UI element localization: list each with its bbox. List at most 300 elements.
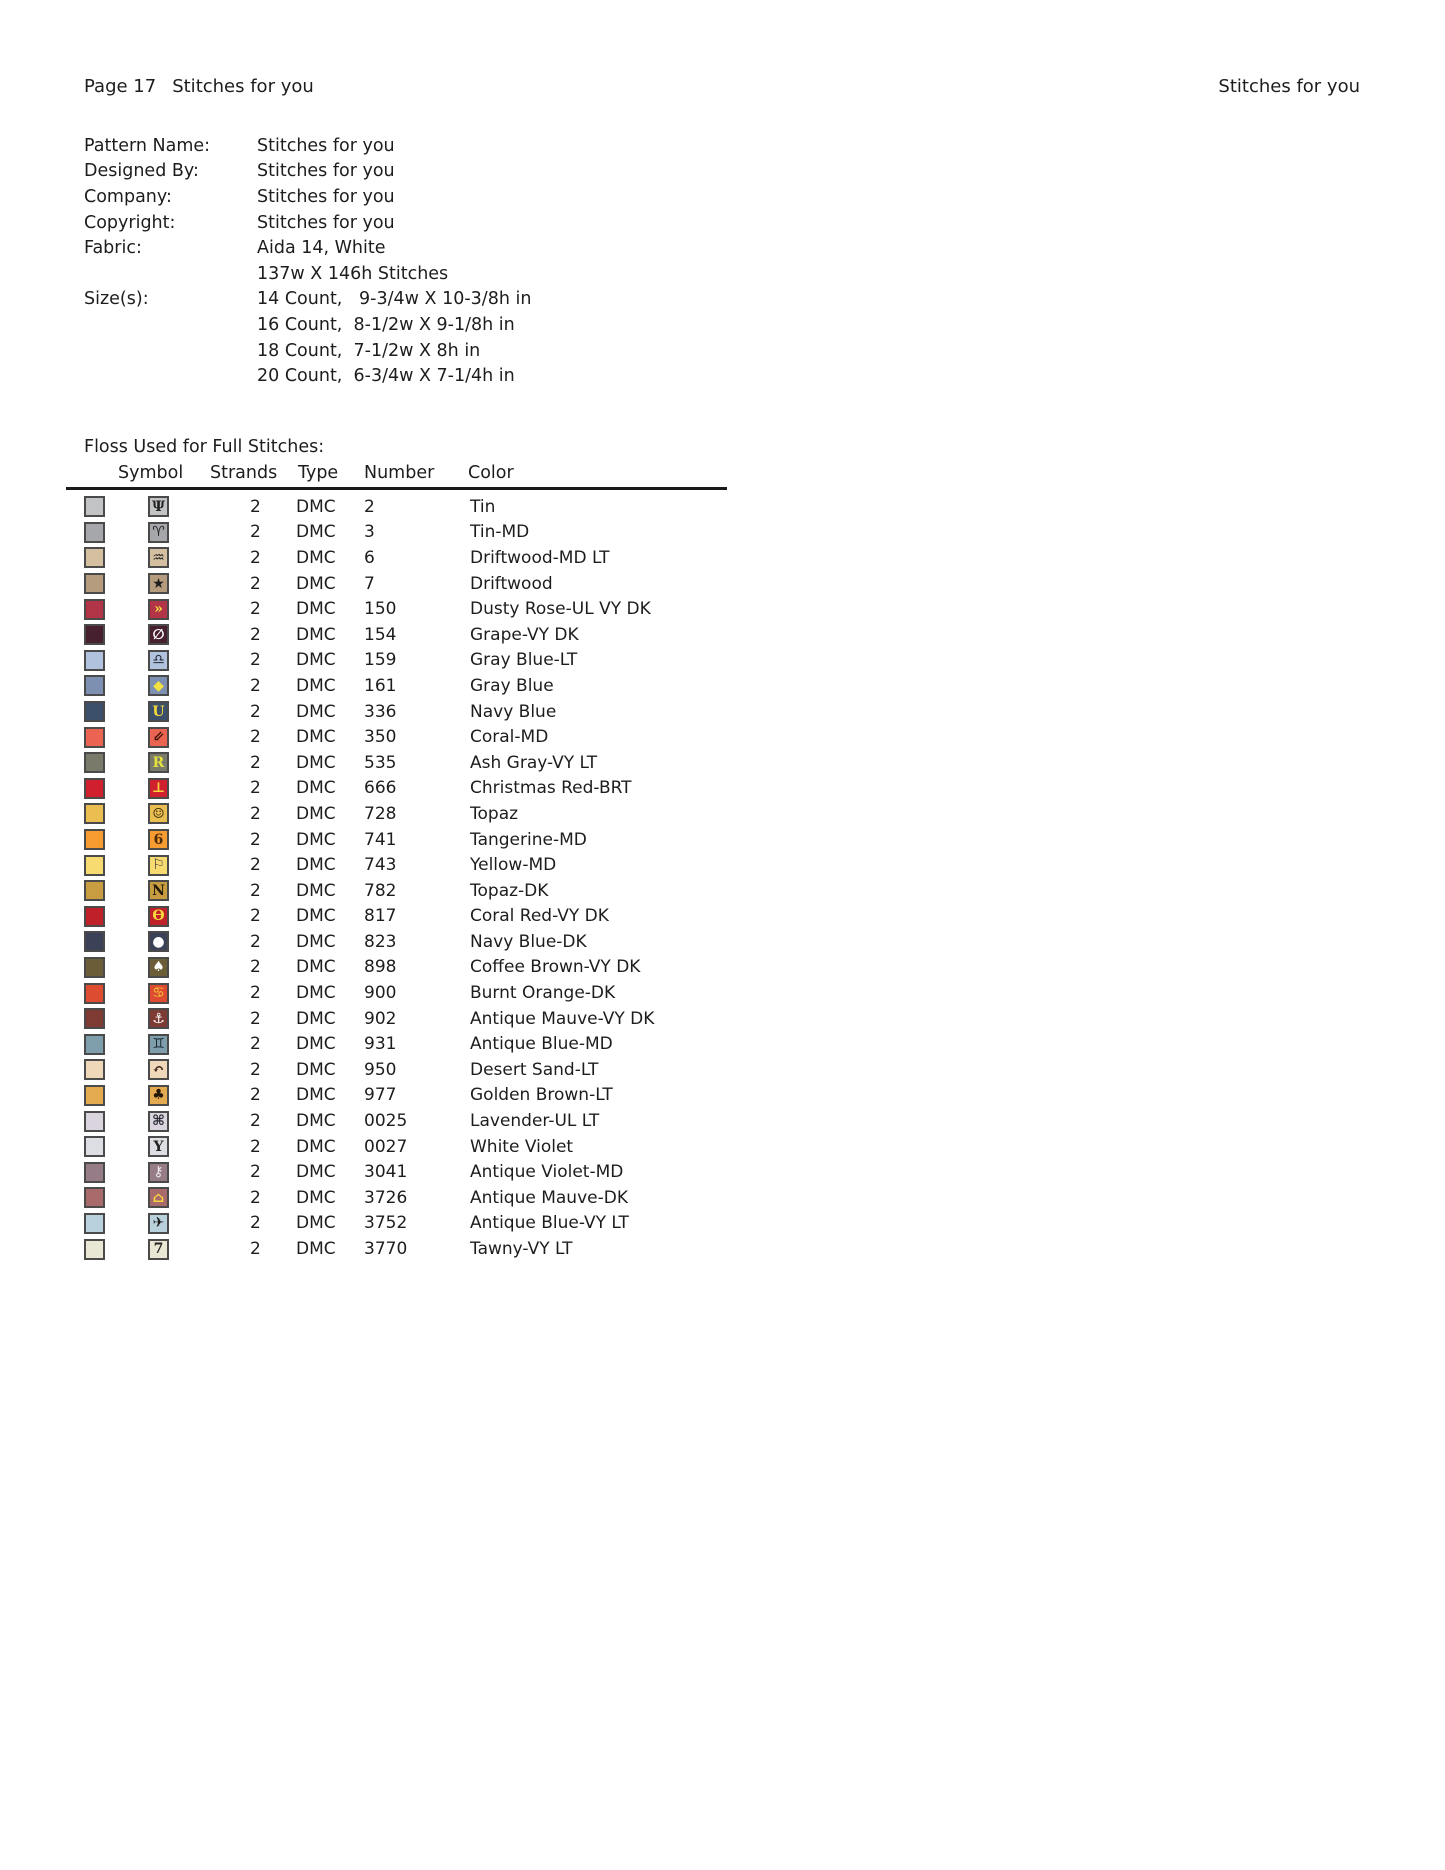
stitch-symbol-icon: ♒ xyxy=(148,547,169,568)
strands-value: 2 xyxy=(250,496,261,517)
floss-type: DMC xyxy=(296,752,336,773)
strands-value: 2 xyxy=(250,906,261,927)
floss-table-row xyxy=(84,673,1385,699)
floss-color-name: Antique Blue-VY LT xyxy=(470,1213,629,1234)
info-row xyxy=(84,338,531,364)
stitch-symbol-icon: ⚐ xyxy=(148,855,169,876)
floss-number: 161 xyxy=(364,675,397,696)
symbol-cell xyxy=(148,1111,250,1132)
stitch-symbol-icon: ♊ xyxy=(148,1034,169,1055)
strands-value: 2 xyxy=(250,1136,261,1157)
floss-type: DMC xyxy=(296,1085,336,1106)
symbol-cell xyxy=(148,1187,250,1208)
strands-value: 2 xyxy=(250,1239,261,1260)
floss-number: 666 xyxy=(364,778,397,799)
floss-number: 7 xyxy=(364,573,375,594)
info-row xyxy=(84,261,531,287)
floss-table-row xyxy=(84,1211,1385,1237)
symbol-cell xyxy=(148,829,250,850)
stitch-symbol-icon: U xyxy=(148,701,169,722)
column-header-color: Color xyxy=(468,463,514,483)
floss-type: DMC xyxy=(296,906,336,927)
color-swatch xyxy=(84,1136,105,1157)
swatch-cell xyxy=(84,1034,148,1055)
symbol-cell xyxy=(148,906,250,927)
symbol-cell xyxy=(148,1136,250,1157)
column-header-number: Number xyxy=(364,463,435,483)
info-row xyxy=(84,312,531,338)
info-row xyxy=(84,235,531,261)
swatch-cell xyxy=(84,547,148,568)
symbol-cell xyxy=(148,1162,250,1183)
pattern-title-right: Stitches for you xyxy=(1218,76,1360,97)
color-swatch xyxy=(84,727,105,748)
swatch-cell xyxy=(84,778,148,799)
info-label: Copyright: xyxy=(84,212,176,233)
floss-color-name: Desert Sand-LT xyxy=(470,1059,599,1080)
symbol-cell xyxy=(148,1213,250,1234)
swatch-cell xyxy=(84,1059,148,1080)
floss-table-row xyxy=(84,1031,1385,1057)
floss-number: 6 xyxy=(364,547,375,568)
floss-table-row xyxy=(84,1083,1385,1109)
symbol-cell xyxy=(148,855,250,876)
swatch-cell xyxy=(84,1187,148,1208)
strands-value: 2 xyxy=(250,1162,261,1183)
stitch-symbol-icon: ● xyxy=(148,931,169,952)
column-header-type: Type xyxy=(298,463,339,483)
floss-table-row xyxy=(84,1159,1385,1185)
column-header-symbol: Symbol xyxy=(118,463,184,483)
symbol-cell xyxy=(148,983,250,1004)
strands-value: 2 xyxy=(250,675,261,696)
stitch-symbol-icon: Ө xyxy=(148,906,169,927)
floss-table-row xyxy=(84,571,1385,597)
symbol-cell xyxy=(148,675,250,696)
swatch-cell xyxy=(84,1162,148,1183)
swatch-cell xyxy=(84,957,148,978)
symbol-cell xyxy=(148,1239,250,1260)
floss-color-name: Grape-VY DK xyxy=(470,624,579,645)
info-label: Company: xyxy=(84,186,172,207)
strands-value: 2 xyxy=(250,599,261,620)
symbol-cell xyxy=(148,778,250,799)
strands-value: 2 xyxy=(250,1187,261,1208)
stitch-symbol-icon: R xyxy=(148,752,169,773)
symbol-cell xyxy=(148,727,250,748)
floss-type: DMC xyxy=(296,1239,336,1260)
swatch-cell xyxy=(84,1239,148,1260)
color-swatch xyxy=(84,1162,105,1183)
floss-table-row xyxy=(84,1185,1385,1211)
color-swatch xyxy=(84,931,105,952)
symbol-cell xyxy=(148,599,250,620)
stitch-symbol-icon: » xyxy=(148,599,169,620)
floss-table-row xyxy=(84,1134,1385,1160)
floss-color-name: Antique Violet-MD xyxy=(470,1162,624,1183)
floss-table-row xyxy=(84,1006,1385,1032)
header-left xyxy=(84,76,314,97)
color-swatch xyxy=(84,1187,105,1208)
floss-table-row xyxy=(84,929,1385,955)
floss-number: 743 xyxy=(364,855,397,876)
strands-value: 2 xyxy=(250,573,261,594)
stitch-symbol-icon: Ψ xyxy=(148,496,169,517)
floss-color-name: Coral-MD xyxy=(470,727,549,748)
stitch-symbol-icon: ↶ xyxy=(148,1059,169,1080)
floss-type: DMC xyxy=(296,1136,336,1157)
floss-type: DMC xyxy=(296,829,336,850)
floss-table-row xyxy=(84,955,1385,981)
floss-number: 931 xyxy=(364,1034,397,1055)
floss-number: 159 xyxy=(364,650,397,671)
floss-table-row xyxy=(84,801,1385,827)
strands-value: 2 xyxy=(250,727,261,748)
info-value: 16 Count, 8-1/2w X 9-1/8h in xyxy=(257,314,515,335)
floss-number: 741 xyxy=(364,829,397,850)
page-header xyxy=(84,76,1360,97)
stitch-symbol-icon: ⚷ xyxy=(148,1162,169,1183)
floss-type: DMC xyxy=(296,855,336,876)
symbol-cell xyxy=(148,624,250,645)
stitch-symbol-icon: ♠ xyxy=(148,957,169,978)
color-swatch xyxy=(84,1111,105,1132)
floss-type: DMC xyxy=(296,1034,336,1055)
strands-value: 2 xyxy=(250,547,261,568)
swatch-cell xyxy=(84,906,148,927)
floss-number: 0027 xyxy=(364,1136,408,1157)
floss-color-name: Ash Gray-VY LT xyxy=(470,752,598,773)
floss-number: 2 xyxy=(364,496,375,517)
info-row xyxy=(84,210,531,236)
floss-number: 823 xyxy=(364,931,397,952)
swatch-cell xyxy=(84,599,148,620)
floss-type: DMC xyxy=(296,931,336,952)
color-swatch xyxy=(84,880,105,901)
strands-value: 2 xyxy=(250,803,261,824)
color-swatch xyxy=(84,650,105,671)
floss-color-name: Topaz-DK xyxy=(470,880,549,901)
stitch-symbol-icon: ∅ xyxy=(148,624,169,645)
floss-color-name: Coral Red-VY DK xyxy=(470,906,609,927)
info-value: Stitches for you xyxy=(257,135,395,156)
floss-number: 728 xyxy=(364,803,397,824)
floss-number: 977 xyxy=(364,1085,397,1106)
floss-number: 3041 xyxy=(364,1162,408,1183)
info-value: Stitches for you xyxy=(257,161,395,182)
stitch-symbol-icon: 6 xyxy=(148,829,169,850)
symbol-cell xyxy=(148,803,250,824)
floss-number: 898 xyxy=(364,957,397,978)
floss-number: 535 xyxy=(364,752,397,773)
floss-color-name: Driftwood-MD LT xyxy=(470,547,610,568)
symbol-cell xyxy=(148,1008,250,1029)
floss-table-row xyxy=(84,878,1385,904)
stitch-symbol-icon: ♣ xyxy=(148,1085,169,1106)
stitch-symbol-icon: 7 xyxy=(148,1239,169,1260)
symbol-cell xyxy=(148,701,250,722)
floss-type: DMC xyxy=(296,624,336,645)
stitch-symbol-icon: N xyxy=(148,880,169,901)
floss-type: DMC xyxy=(296,573,336,594)
floss-color-name: Lavender-UL LT xyxy=(470,1111,600,1132)
color-swatch xyxy=(84,1085,105,1106)
info-row xyxy=(84,287,531,313)
floss-type: DMC xyxy=(296,1162,336,1183)
floss-color-name: Navy Blue-DK xyxy=(470,931,587,952)
color-swatch xyxy=(84,957,105,978)
floss-color-name: Yellow-MD xyxy=(470,855,557,876)
floss-number: 3770 xyxy=(364,1239,408,1260)
swatch-cell xyxy=(84,931,148,952)
floss-type: DMC xyxy=(296,1008,336,1029)
floss-number: 817 xyxy=(364,906,397,927)
color-swatch xyxy=(84,547,105,568)
floss-type: DMC xyxy=(296,599,336,620)
strands-value: 2 xyxy=(250,1008,261,1029)
floss-table-row xyxy=(84,827,1385,853)
swatch-cell xyxy=(84,855,148,876)
floss-color-name: Driftwood xyxy=(470,573,553,594)
color-swatch xyxy=(84,803,105,824)
floss-type: DMC xyxy=(296,880,336,901)
stitch-symbol-icon: ⌂ xyxy=(148,1187,169,1208)
info-value: Aida 14, White xyxy=(257,238,386,259)
floss-color-name: Antique Mauve-VY DK xyxy=(470,1008,655,1029)
floss-table-row xyxy=(84,699,1385,725)
floss-type: DMC xyxy=(296,701,336,722)
color-swatch xyxy=(84,1239,105,1260)
floss-color-name: Gray Blue xyxy=(470,675,554,696)
strands-value: 2 xyxy=(250,1059,261,1080)
info-row xyxy=(84,363,531,389)
info-label: Size(s): xyxy=(84,289,149,310)
floss-table-row xyxy=(84,980,1385,1006)
symbol-cell xyxy=(148,880,250,901)
floss-type: DMC xyxy=(296,1059,336,1080)
swatch-cell xyxy=(84,573,148,594)
floss-number: 902 xyxy=(364,1008,397,1029)
strands-value: 2 xyxy=(250,522,261,543)
floss-color-name: Gray Blue-LT xyxy=(470,650,578,671)
floss-table-column-headers xyxy=(118,463,1385,483)
column-header-strands: Strands xyxy=(210,463,278,483)
floss-table-row xyxy=(84,622,1385,648)
color-swatch xyxy=(84,855,105,876)
floss-type: DMC xyxy=(296,675,336,696)
floss-table-title: Floss Used for Full Stitches: xyxy=(84,437,325,457)
info-row xyxy=(84,184,531,210)
floss-table-row xyxy=(84,852,1385,878)
floss-color-name: Navy Blue xyxy=(470,701,557,722)
color-swatch xyxy=(84,522,105,543)
symbol-cell xyxy=(148,1034,250,1055)
floss-color-name: Coffee Brown-VY DK xyxy=(470,957,641,978)
stitch-symbol-icon: ⚓ xyxy=(148,1008,169,1029)
floss-number: 950 xyxy=(364,1059,397,1080)
header-rule-divider xyxy=(66,487,727,490)
floss-color-name: Antique Blue-MD xyxy=(470,1034,613,1055)
info-row xyxy=(84,133,531,159)
stitch-symbol-icon: ⌘ xyxy=(148,1111,169,1132)
floss-type: DMC xyxy=(296,1187,336,1208)
floss-table-row xyxy=(84,545,1385,571)
floss-number: 150 xyxy=(364,599,397,620)
floss-table-row xyxy=(84,724,1385,750)
strands-value: 2 xyxy=(250,880,261,901)
strands-value: 2 xyxy=(250,778,261,799)
floss-table-row xyxy=(84,1108,1385,1134)
floss-table-row xyxy=(84,904,1385,930)
symbol-cell xyxy=(148,573,250,594)
info-value: Stitches for you xyxy=(257,186,395,207)
info-label: Designed By: xyxy=(84,161,199,182)
symbol-cell xyxy=(148,547,250,568)
color-swatch xyxy=(84,752,105,773)
floss-color-name: White Violet xyxy=(470,1136,574,1157)
floss-number: 154 xyxy=(364,624,397,645)
floss-color-name: Dusty Rose-UL VY DK xyxy=(470,599,651,620)
floss-number: 350 xyxy=(364,727,397,748)
strands-value: 2 xyxy=(250,624,261,645)
floss-color-name: Tawny-VY LT xyxy=(470,1239,573,1260)
symbol-cell xyxy=(148,1085,250,1106)
color-swatch xyxy=(84,829,105,850)
pattern-info-block xyxy=(84,133,531,389)
strands-value: 2 xyxy=(250,1085,261,1106)
info-value: 137w X 146h Stitches xyxy=(257,263,449,284)
swatch-cell xyxy=(84,1008,148,1029)
floss-table-rows xyxy=(84,494,1385,1262)
color-swatch xyxy=(84,778,105,799)
swatch-cell xyxy=(84,829,148,850)
swatch-cell xyxy=(84,496,148,517)
color-swatch xyxy=(84,1059,105,1080)
strands-value: 2 xyxy=(250,829,261,850)
stitch-symbol-icon: Y xyxy=(148,1136,169,1157)
swatch-cell xyxy=(84,1085,148,1106)
symbol-cell xyxy=(148,1059,250,1080)
floss-color-name: Tin-MD xyxy=(470,522,530,543)
strands-value: 2 xyxy=(250,983,261,1004)
pattern-title-left: Stitches for you xyxy=(172,76,314,97)
info-label: Pattern Name: xyxy=(84,135,211,156)
swatch-cell xyxy=(84,1136,148,1157)
stitch-symbol-icon: ♎ xyxy=(148,650,169,671)
swatch-cell xyxy=(84,1213,148,1234)
stitch-symbol-icon: ⇙ xyxy=(148,727,169,748)
swatch-cell xyxy=(84,624,148,645)
floss-table-row xyxy=(84,648,1385,674)
stitch-symbol-icon: ✈ xyxy=(148,1213,169,1234)
color-swatch xyxy=(84,1008,105,1029)
floss-type: DMC xyxy=(296,727,336,748)
symbol-cell xyxy=(148,650,250,671)
stitch-symbol-icon: ◆ xyxy=(148,675,169,696)
floss-color-name: Golden Brown-LT xyxy=(470,1085,613,1106)
strands-value: 2 xyxy=(250,855,261,876)
symbol-cell xyxy=(148,496,250,517)
symbol-cell xyxy=(148,957,250,978)
color-swatch xyxy=(84,1034,105,1055)
floss-type: DMC xyxy=(296,957,336,978)
floss-type: DMC xyxy=(296,547,336,568)
floss-color-name: Burnt Orange-DK xyxy=(470,983,616,1004)
color-swatch xyxy=(84,573,105,594)
strands-value: 2 xyxy=(250,701,261,722)
strands-value: 2 xyxy=(250,752,261,773)
swatch-cell xyxy=(84,752,148,773)
floss-color-name: Tangerine-MD xyxy=(470,829,587,850)
floss-color-name: Topaz xyxy=(470,803,519,824)
floss-type: DMC xyxy=(296,522,336,543)
floss-color-name: Christmas Red-BRT xyxy=(470,778,632,799)
floss-table-row xyxy=(84,520,1385,546)
floss-number: 336 xyxy=(364,701,397,722)
floss-table-row xyxy=(84,596,1385,622)
floss-type: DMC xyxy=(296,778,336,799)
symbol-cell xyxy=(148,931,250,952)
color-swatch xyxy=(84,496,105,517)
info-value: 20 Count, 6-3/4w X 7-1/4h in xyxy=(257,366,515,387)
strands-value: 2 xyxy=(250,957,261,978)
color-swatch xyxy=(84,983,105,1004)
floss-color-name: Tin xyxy=(470,496,496,517)
strands-value: 2 xyxy=(250,1213,261,1234)
stitch-symbol-icon: ☺ xyxy=(148,803,169,824)
floss-table-row xyxy=(84,1236,1385,1262)
color-swatch xyxy=(84,624,105,645)
swatch-cell xyxy=(84,701,148,722)
strands-value: 2 xyxy=(250,650,261,671)
color-swatch xyxy=(84,701,105,722)
symbol-cell xyxy=(148,752,250,773)
color-swatch xyxy=(84,1213,105,1234)
color-swatch xyxy=(84,599,105,620)
swatch-cell xyxy=(84,803,148,824)
floss-number: 900 xyxy=(364,983,397,1004)
floss-table-row xyxy=(84,776,1385,802)
strands-value: 2 xyxy=(250,1034,261,1055)
swatch-cell xyxy=(84,880,148,901)
floss-number: 3726 xyxy=(364,1187,408,1208)
floss-type: DMC xyxy=(296,496,336,517)
page-number-label: Page 17 xyxy=(84,76,157,97)
stitch-symbol-icon: ♋ xyxy=(148,983,169,1004)
info-value: 14 Count, 9-3/4w X 10-3/8h in xyxy=(257,289,532,310)
floss-table-row xyxy=(84,750,1385,776)
info-value: Stitches for you xyxy=(257,212,395,233)
floss-type: DMC xyxy=(296,650,336,671)
floss-type: DMC xyxy=(296,803,336,824)
swatch-cell xyxy=(84,522,148,543)
stitch-symbol-icon: ⊥ xyxy=(148,778,169,799)
color-swatch xyxy=(84,675,105,696)
floss-table-row xyxy=(84,494,1385,520)
info-value: 18 Count, 7-1/2w X 8h in xyxy=(257,340,481,361)
swatch-cell xyxy=(84,727,148,748)
strands-value: 2 xyxy=(250,1111,261,1132)
swatch-cell xyxy=(84,1111,148,1132)
floss-type: DMC xyxy=(296,983,336,1004)
info-label: Fabric: xyxy=(84,238,142,259)
floss-number: 782 xyxy=(364,880,397,901)
swatch-cell xyxy=(84,650,148,671)
floss-type: DMC xyxy=(296,1213,336,1234)
floss-number: 3752 xyxy=(364,1213,408,1234)
stitch-symbol-icon: ♈ xyxy=(148,522,169,543)
floss-type: DMC xyxy=(296,1111,336,1132)
